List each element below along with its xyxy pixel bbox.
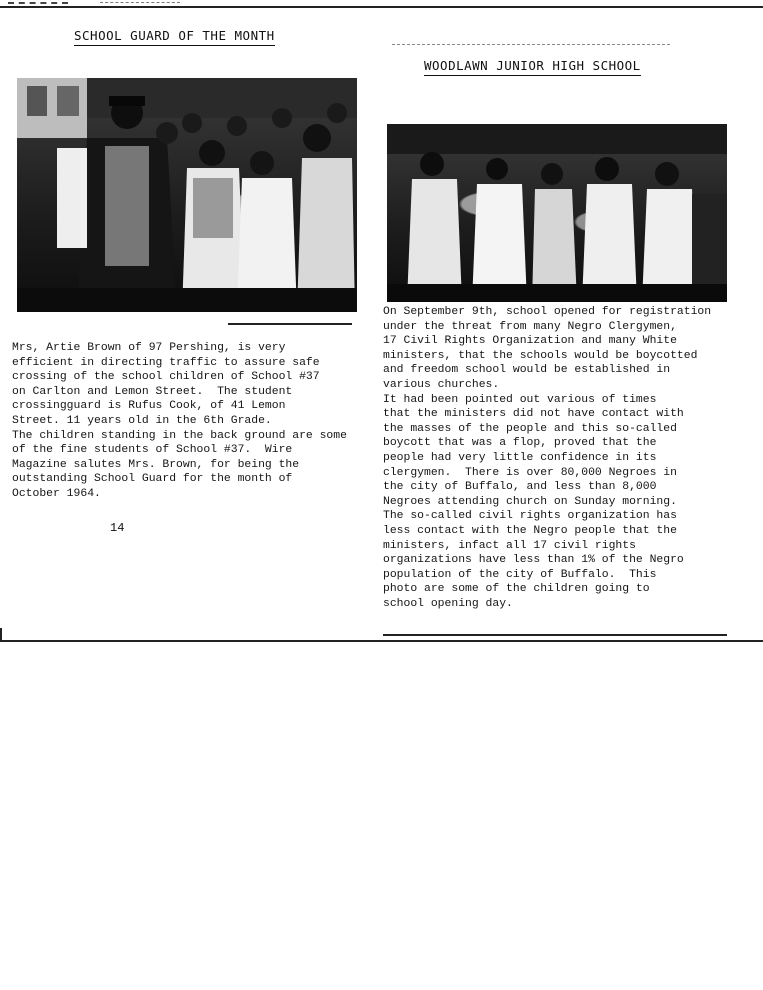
school-guard-photo	[17, 78, 357, 312]
left-photo-rule	[228, 323, 352, 325]
right-top-dash	[392, 44, 670, 46]
left-heading	[74, 28, 275, 43]
right-heading-text: WOODLAWN JUNIOR HIGH SCHOOL	[424, 58, 641, 73]
woodlawn-photo-image	[387, 124, 727, 302]
right-heading-underline	[424, 75, 641, 76]
right-heading	[424, 58, 641, 73]
left-heading-underline	[74, 45, 275, 46]
left-heading-text: SCHOOL GUARD OF THE MONTH	[74, 28, 275, 43]
right-article-body: On September 9th, school opened for registration under the threat from many Negro Clergymen, 17 Civil Rights Organization and many White ministers, that the schools would be boycotted and freedom school would be established in various churches. It had been pointed out various of times that the ministers did not have contact with the masses of the people and this so-called boycott that was a flop, proved that the people had very little confidence in its clergymen. There is over 80,000 Negroes in the city of Buffalo, and less than 8,000 Negroes attending church on Sunday morning. The so-called civil rights organization has less contact with the Negro people that the ministers, infact all 17 civil rights organizations have less than 1% of the Negro population of the city of Buffalo. This photo are some of the children going to school opening day.	[383, 306, 712, 610]
top-border	[0, 6, 763, 8]
left-edge-mark	[0, 628, 2, 642]
left-article-body: Mrs, Artie Brown of 97 Pershing, is very efficient in directing traffic to assure safe crossing of the school children of School #37 on Carlton and Lemon Street. The student crossingguard is Rufus Cook, of 41 Lemon Street. 11 years old in the 6th Grade. The children standing in the back ground are some of the fine students of School #37. Wire Magazine salutes Mrs. Brown, for being the outstanding School Guard for the month of October 1964.	[12, 342, 347, 500]
top-dash-mid	[100, 2, 180, 4]
bottom-border	[0, 640, 763, 642]
woodlawn-photo	[387, 124, 727, 302]
top-dash-left	[8, 2, 68, 5]
page-number: 14	[110, 521, 125, 535]
right-bottom-rule	[383, 634, 727, 636]
school-guard-photo-image	[17, 78, 357, 312]
